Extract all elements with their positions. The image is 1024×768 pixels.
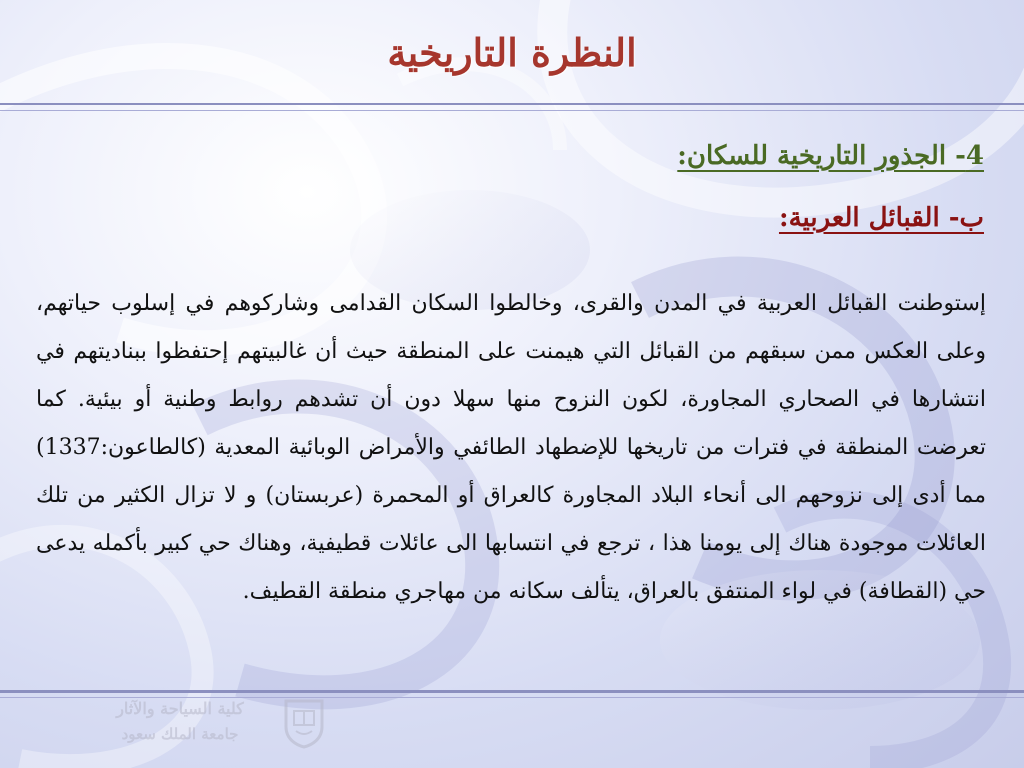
- footer-divider-line: [0, 690, 1024, 693]
- watermark-college-name: كلية السياحة والآثار: [116, 699, 244, 718]
- sub-heading: ب- القبائل العربية:: [778, 203, 984, 233]
- slide-title: النظرة التاريخية: [387, 30, 637, 75]
- watermark-university-name: جامعة الملك سعود: [121, 725, 239, 743]
- title-divider-line-thin: [0, 110, 1024, 111]
- section-heading: 4- الجذور التاريخية للسكان:: [677, 141, 984, 171]
- title-divider-line: [0, 103, 1024, 105]
- university-logo-icon: [282, 697, 326, 749]
- university-watermark: [60, 695, 360, 755]
- body-paragraph: إستوطنت القبائل العربية في المدن والقرى، وخالطوا السكان القدامى وشاركوهم في إسلوب حياتهم، وعلى العكس ممن سبقهم من القبائل التي هيمنت على المنطقة حيث أن غالبيتهم إحتفظوا ببناديتهم في انتشارها في الصحاري المجاورة، لكون النزوح منها سهلا دون أن تشدهم روابط وطنية أو بيئية. كما تعرضت المنطقة في فترات من تاريخها للإضطهاد الطائفي والأمراض الوبائية المعدية (كالطاعون:1337) مما أدى إلى نزوحهم الى أنحاء البلاد المجاورة كالعراق أو المحمرة (عربستان) و لا تزال الكثير من تلك العائلات موجودة هناك إلى يومنا هذا ، ترجع في انتسابها الى عائلات قطيفية، وهناك حي كبير بأكمله يدعى حي (القطافة) في لواء المنتفق بالعراق، يتألف سكانه من مهاجري منطقة القطيف.: [36, 291, 986, 604]
